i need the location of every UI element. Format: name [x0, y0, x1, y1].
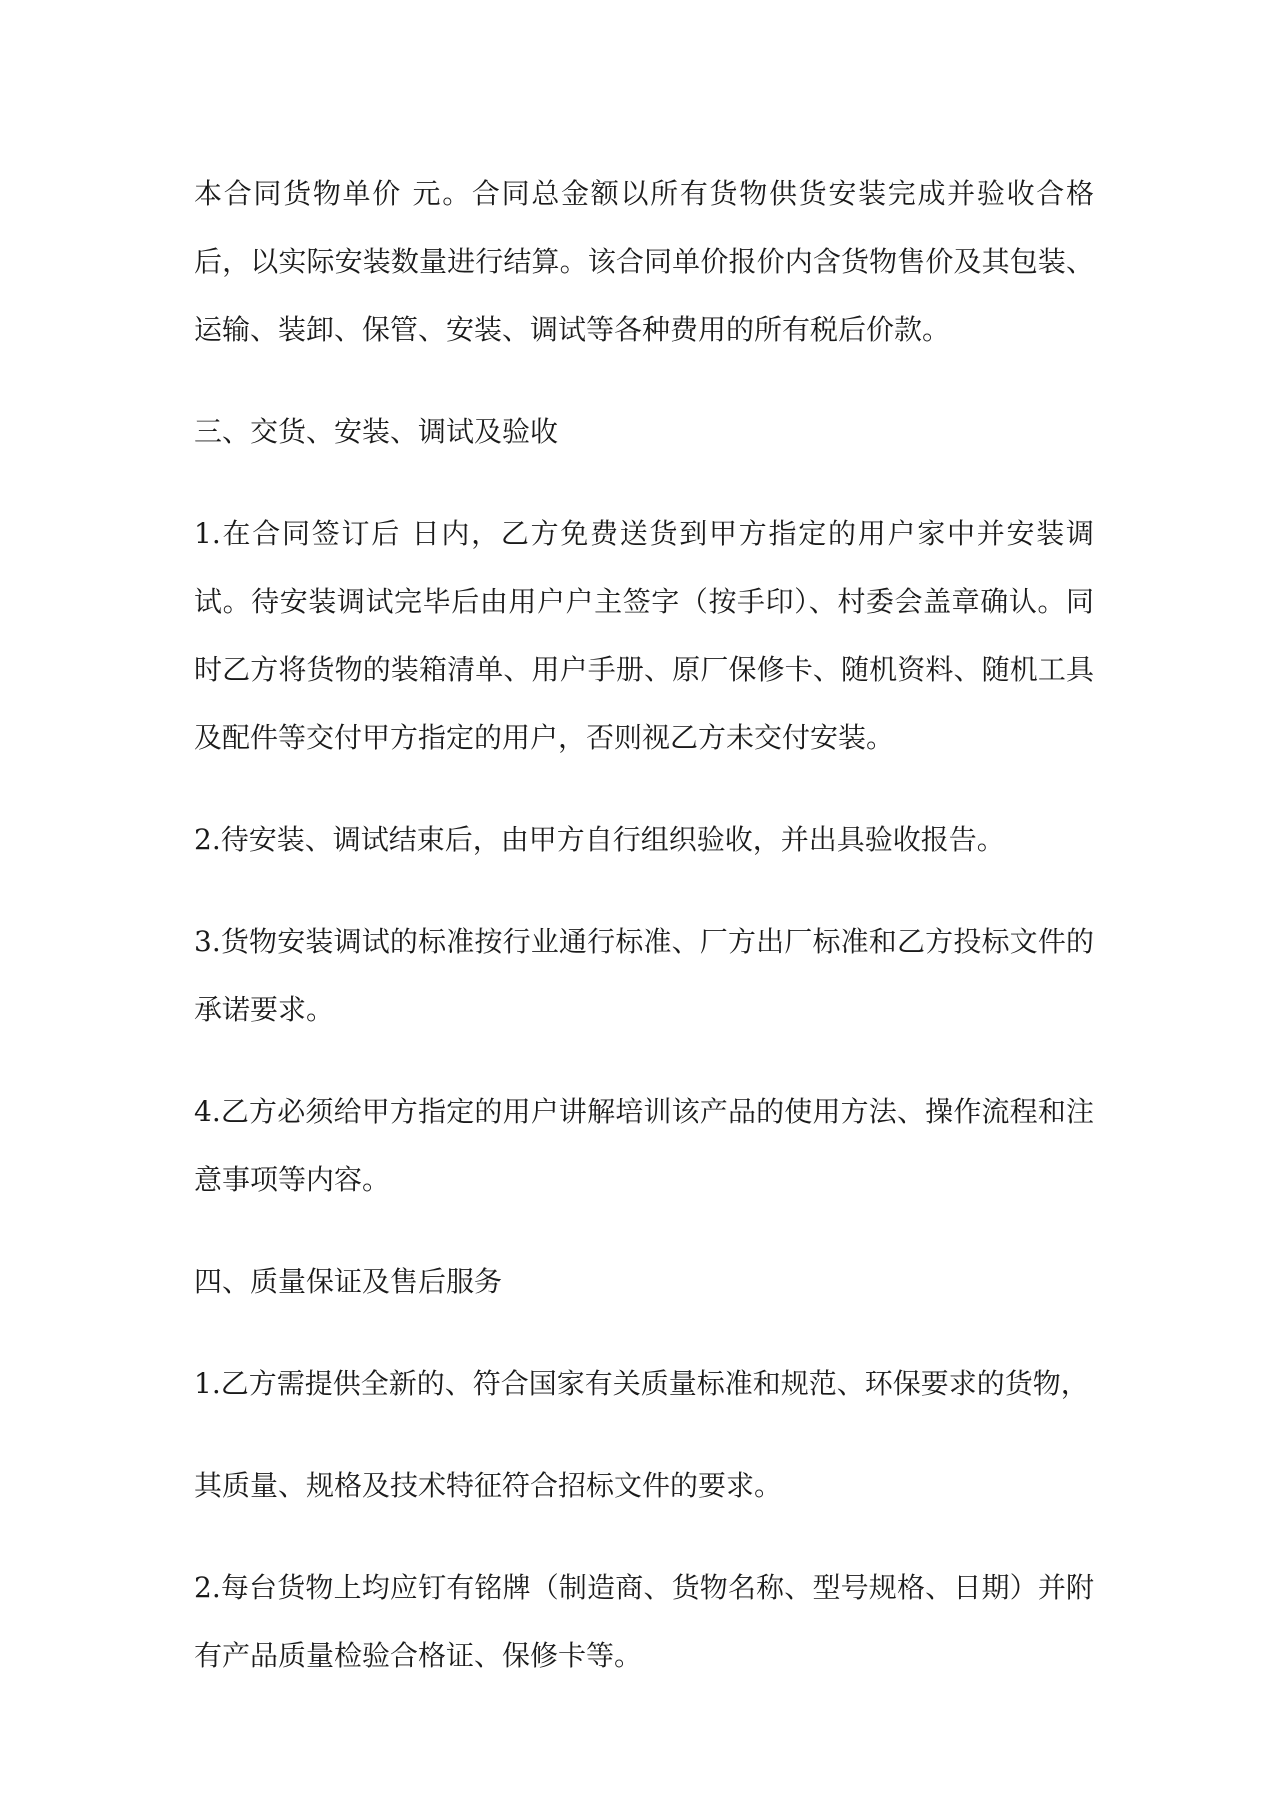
paragraph-delivery-3: 3.货物安装调试的标准按行业通行标准、厂方出厂标准和乙方投标文件的承诺要求。 [194, 925, 1094, 1026]
paragraph-spacer [194, 772, 1094, 806]
paragraph-spacer [194, 1316, 1094, 1350]
paragraph-spacer [194, 1418, 1094, 1452]
paragraph-spacer [194, 1520, 1094, 1554]
section-heading-delivery: 三、交货、安装、调试及验收 [194, 415, 559, 448]
document-body [194, 160, 1094, 1690]
paragraph-unit-price: 本合同货物单价 元。合同总金额以所有货物供货安装完成并验收合格后，以实际安装数量进行结算。该合同单价报价内含货物售价及其包装、运输、装卸、保管、安装、调试等各种费用的所有税后价款。 [194, 177, 1094, 346]
paragraph-quality-1: 1.乙方需提供全新的、符合国家有关质量标准和规范、环保要求的货物， [194, 1367, 1089, 1400]
paragraph-spacer [194, 1044, 1094, 1078]
paragraph-spacer [194, 466, 1094, 500]
paragraph-quality-2: 2.每台货物上均应钉有铭牌（制造商、货物名称、型号规格、日期）并附有产品质量检验合格证、保修卡等。 [194, 1571, 1094, 1672]
paragraph-spacer [194, 364, 1094, 398]
paragraph-spacer [194, 1214, 1094, 1248]
paragraph-delivery-2: 2.待安装、调试结束后，由甲方自行组织验收，并出具验收报告。 [194, 823, 1005, 856]
section-heading-quality: 四、质量保证及售后服务 [194, 1265, 503, 1298]
paragraph-delivery-1: 1.在合同签订后 日内，乙方免费送货到甲方指定的用户家中并安装调试。待安装调试完毕后由用户户主签字（按手印）、村委会盖章确认。同时乙方将货物的装箱清单、用户手册、原厂保修卡、随机资料、随机工具及配件等交付甲方指定的用户，否则视乙方未交付安装。 [194, 517, 1094, 754]
paragraph-quality-1-cont: 其质量、规格及技术特征符合招标文件的要求。 [194, 1469, 783, 1502]
paragraph-spacer [194, 874, 1094, 908]
paragraph-delivery-4: 4.乙方必须给甲方指定的用户讲解培训该产品的使用方法、操作流程和注意事项等内容。 [194, 1095, 1094, 1196]
